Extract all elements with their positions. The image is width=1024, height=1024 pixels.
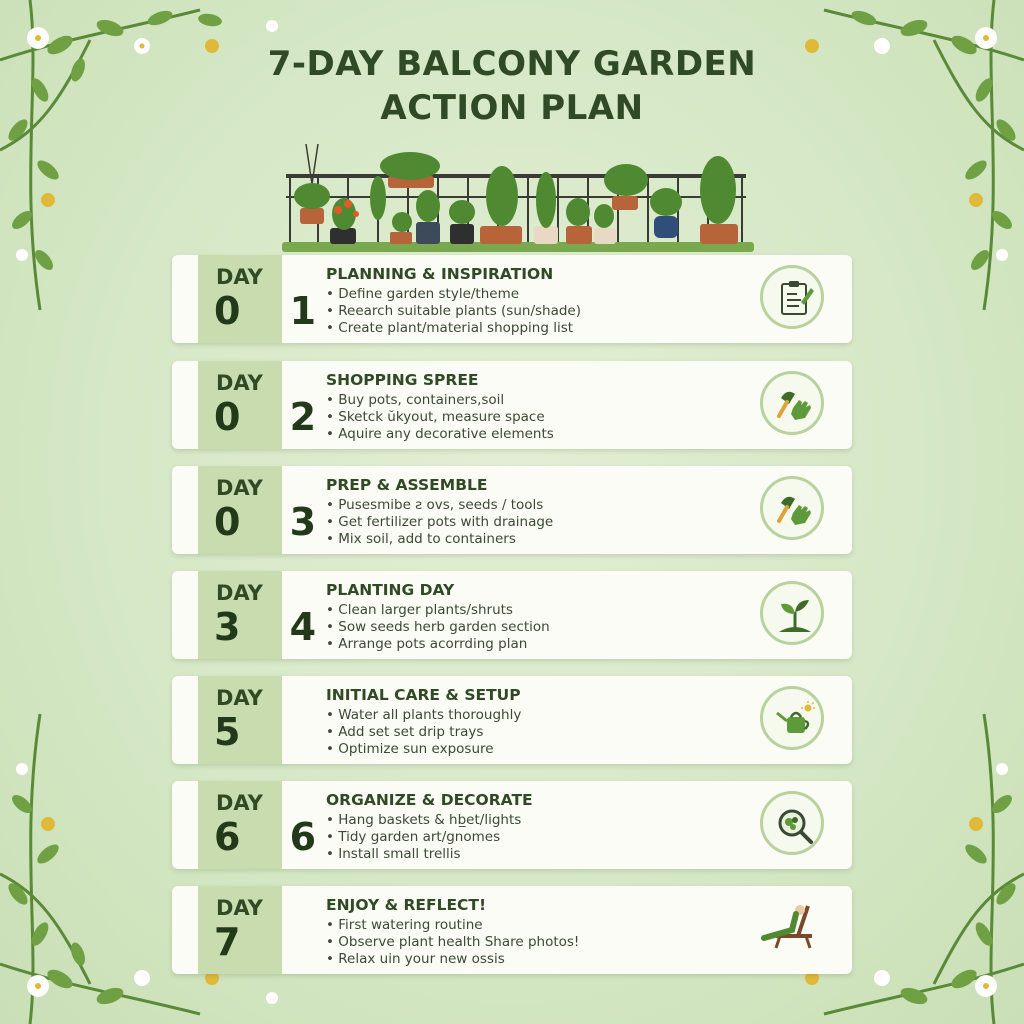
day-card-3 xyxy=(172,466,852,554)
task-item: • Add set set drip trays xyxy=(326,724,521,741)
day-label: DAY xyxy=(216,896,263,920)
day-card-1 xyxy=(172,255,852,343)
seedling-icon xyxy=(760,581,824,645)
day-number: 0 2 xyxy=(214,395,335,439)
balcony-plants-illustration xyxy=(278,138,758,256)
day-card-4 xyxy=(172,571,852,659)
task-list xyxy=(326,392,554,443)
task-item: • First watering routine xyxy=(326,917,579,934)
task-item: • Create plant/material shopping list xyxy=(326,320,581,337)
day-label: DAY xyxy=(216,476,263,500)
day-title: PLANTING DAY xyxy=(326,581,455,599)
page-title-line-1: 7-DAY BALCONY GARDEN xyxy=(267,44,757,84)
day-title: PLANNING & INSPIRATION xyxy=(326,265,554,283)
lounge-chair-icon xyxy=(760,900,822,954)
day-label: DAY xyxy=(216,686,263,710)
magnifier-icon xyxy=(760,791,824,855)
trowel-glove-icon xyxy=(760,476,824,540)
task-list xyxy=(326,286,581,337)
day-title: INITIAL CARE & SETUP xyxy=(326,686,521,704)
task-item: • Buy pots, containers,soil xyxy=(326,392,554,409)
task-item: • Reearch suitable plants (sun/shade) xyxy=(326,303,581,320)
task-item: • Observe plant health Share photos! xyxy=(326,934,579,951)
task-item: • Arrange pots acorrding plan xyxy=(326,636,550,653)
task-list xyxy=(326,917,579,968)
task-item: • Clean larger plants/shruts xyxy=(326,602,550,619)
day-number: 5 xyxy=(214,710,259,754)
day-number: 3 4 xyxy=(214,605,335,649)
watering-can-icon xyxy=(760,686,824,750)
task-item: • Mix soil, add to containers xyxy=(326,531,553,548)
trowel-glove-icon xyxy=(760,371,824,435)
day-number: 7 xyxy=(214,920,259,964)
day-card-7 xyxy=(172,886,852,974)
task-item: • Pusesmibe ƨ ovs, seeds / tools xyxy=(326,497,553,514)
day-number: 0 3 xyxy=(214,500,335,544)
day-number: 0 1 xyxy=(214,289,335,333)
day-card-2 xyxy=(172,361,852,449)
task-item: • Sow seeds herb garden section xyxy=(326,619,550,636)
task-item: • Water all plants thoroughly xyxy=(326,707,521,724)
task-item: • Relax uin your new ossis xyxy=(326,951,579,968)
day-number: 6 6 xyxy=(214,815,335,859)
task-list xyxy=(326,707,521,758)
task-item: • Get fertilizer pots with drainage xyxy=(326,514,553,531)
page-title-line-2: ACTION PLAN xyxy=(380,88,644,128)
day-title: SHOPPING SPREE xyxy=(326,371,479,389)
task-item: • Hang baskets & hb̲et/lights xyxy=(326,812,521,829)
task-item: • Optimize sun exposure xyxy=(326,741,521,758)
day-card-5 xyxy=(172,676,852,764)
task-item: • Define garden style/theme xyxy=(326,286,581,303)
task-item: • Sketck ŭkyout, measure space xyxy=(326,409,554,426)
day-label: DAY xyxy=(216,265,263,289)
task-list xyxy=(326,812,521,863)
task-list xyxy=(326,602,550,653)
day-title: ORGANIZE & DECORATE xyxy=(326,791,533,809)
day-card-6 xyxy=(172,781,852,869)
day-title: PREP & ASSEMBLE xyxy=(326,476,488,494)
task-item: • Tidy garden art/gnomes xyxy=(326,829,521,846)
day-title: ENJOY & REFLECT! xyxy=(326,896,487,914)
task-item: • Install small trellis xyxy=(326,846,521,863)
clipboard-icon xyxy=(760,265,824,329)
day-label: DAY xyxy=(216,791,263,815)
day-label: DAY xyxy=(216,581,263,605)
task-list xyxy=(326,497,553,548)
task-item: • Aquire any decorative elements xyxy=(326,426,554,443)
day-label: DAY xyxy=(216,371,263,395)
